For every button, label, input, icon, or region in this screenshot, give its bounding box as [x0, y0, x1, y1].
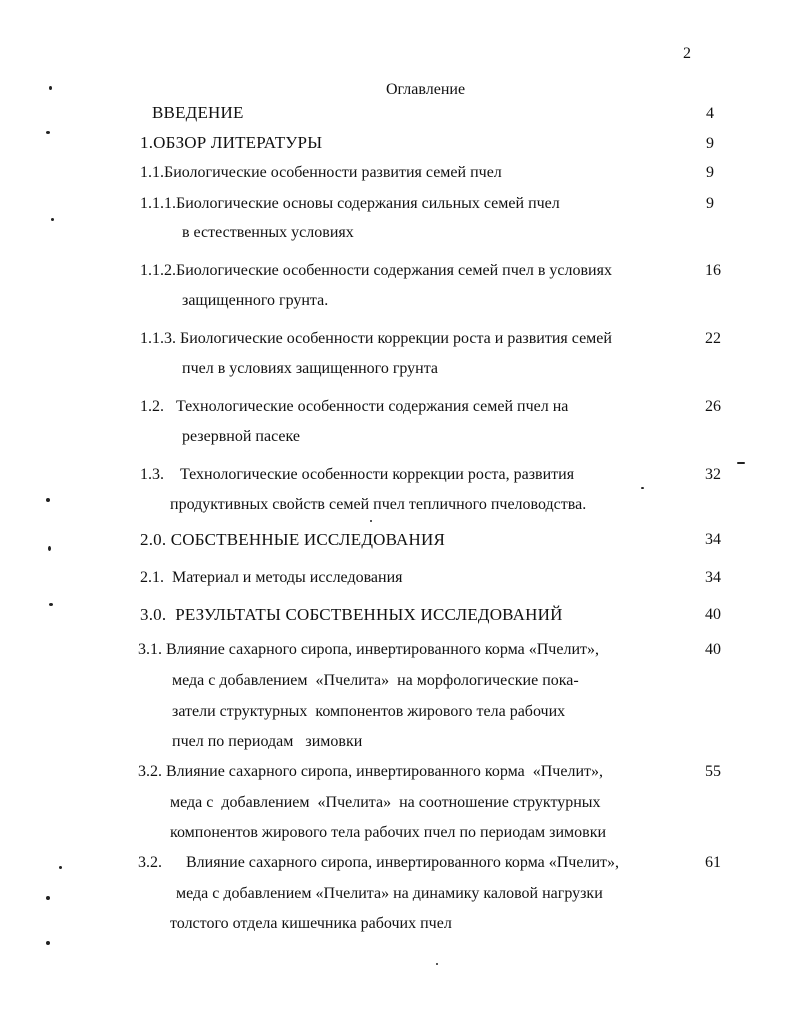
page-number: 2 — [683, 45, 691, 62]
toc-entry-page: 61 — [705, 854, 721, 871]
scan-speck — [51, 218, 54, 221]
scan-speck — [737, 462, 745, 464]
toc-entry-label: 1.1.Биологические особенности развития семей пчел — [140, 164, 502, 181]
toc-entry-continuation: компонентов жирового тела рабочих пчел по периодам зимовки — [170, 824, 607, 841]
toc-entry-label: 1.2. Технологические особенности содержания семей пчел на — [140, 398, 569, 415]
scan-speck — [370, 520, 372, 522]
scan-speck — [436, 963, 438, 965]
scan-speck — [641, 487, 644, 489]
toc-entry-label: 3.0. РЕЗУЛЬТАТЫ СОБСТВЕННЫХ ИССЛЕДОВАНИЙ — [140, 605, 563, 624]
scan-speck — [49, 86, 52, 90]
toc-entry-page: 55 — [705, 763, 721, 780]
toc-entry-page: 40 — [705, 641, 721, 658]
toc-entry-page: 22 — [705, 330, 721, 347]
toc-entry-continuation: пчел по периодам зимовки — [172, 733, 363, 750]
toc-entry-page: 40 — [705, 606, 721, 623]
scan-speck — [48, 546, 51, 551]
toc-entry-continuation: пчел в условиях защищенного грунта — [182, 360, 439, 377]
toc-entry-label: 1.1.1.Биологические основы содержания сильных семей пчел — [140, 195, 560, 212]
toc-entry-label: 1.ОБЗОР ЛИТЕРАТУРЫ — [140, 133, 323, 152]
toc-entry-continuation: защищенного грунта. — [182, 292, 329, 309]
toc-entry-label: 1.3. Технологические особенности коррекции роста, развития — [140, 466, 575, 483]
toc-entry-label: ВВЕДЕНИЕ — [152, 103, 244, 122]
toc-entry-continuation: продуктивных свойств семей пчел тепличного пчеловодства. — [170, 496, 587, 513]
toc-entry-label: 1.1.2.Биологические особенности содержания семей пчел в условиях — [140, 262, 612, 279]
toc-entry-continuation: затели структурных компонентов жирового тела рабочих — [172, 703, 566, 720]
scan-speck — [49, 603, 53, 606]
scan-speck — [46, 896, 50, 900]
toc-entry-label: 2.0. СОБСТВЕННЫЕ ИССЛЕДОВАНИЯ — [140, 530, 446, 549]
toc-entry-label: 3.2. Влияние сахарного сиропа, инвертированного корма «Пчелит», — [138, 763, 603, 780]
toc-entry-page: 34 — [705, 569, 721, 586]
scan-speck — [46, 498, 50, 502]
toc-entry-continuation: в естественных условиях — [182, 224, 354, 241]
page-title: Оглавление — [386, 81, 466, 98]
toc-entry-continuation: меда с добавлением «Пчелита» на соотношение структурных — [170, 794, 601, 811]
toc-entry-page: 4 — [706, 105, 714, 122]
toc-entry-label: 1.1.3. Биологические особенности коррекции роста и развития семей — [140, 330, 612, 347]
toc-entry-label: 3.1. Влияние сахарного сиропа, инвертированного корма «Пчелит», — [138, 641, 599, 658]
toc-entry-page: 32 — [705, 466, 721, 483]
scan-speck — [59, 866, 62, 869]
toc-entry-continuation: меда с добавлением «Пчелита» на динамику каловой нагрузки — [176, 885, 603, 902]
toc-entry-continuation: резервной пасеке — [182, 428, 300, 445]
toc-entry-page: 9 — [706, 164, 714, 181]
toc-entry-page: 9 — [706, 195, 714, 212]
toc-entry-label: 3.2. Влияние сахарного сиропа, инвертированного корма «Пчелит», — [138, 854, 619, 871]
toc-entry-continuation: толстого отдела кишечника рабочих пчел — [170, 915, 452, 932]
toc-entry-page: 16 — [705, 262, 721, 279]
scan-speck — [46, 131, 50, 134]
toc-entry-page: 34 — [705, 531, 721, 548]
toc-entry-continuation: меда с добавлением «Пчелита» на морфологические пока- — [172, 672, 579, 689]
toc-entry-label: 2.1. Материал и методы исследования — [140, 569, 403, 586]
toc-entry-page: 26 — [705, 398, 721, 415]
toc-entry-page: 9 — [706, 135, 714, 152]
scan-speck — [46, 941, 50, 945]
